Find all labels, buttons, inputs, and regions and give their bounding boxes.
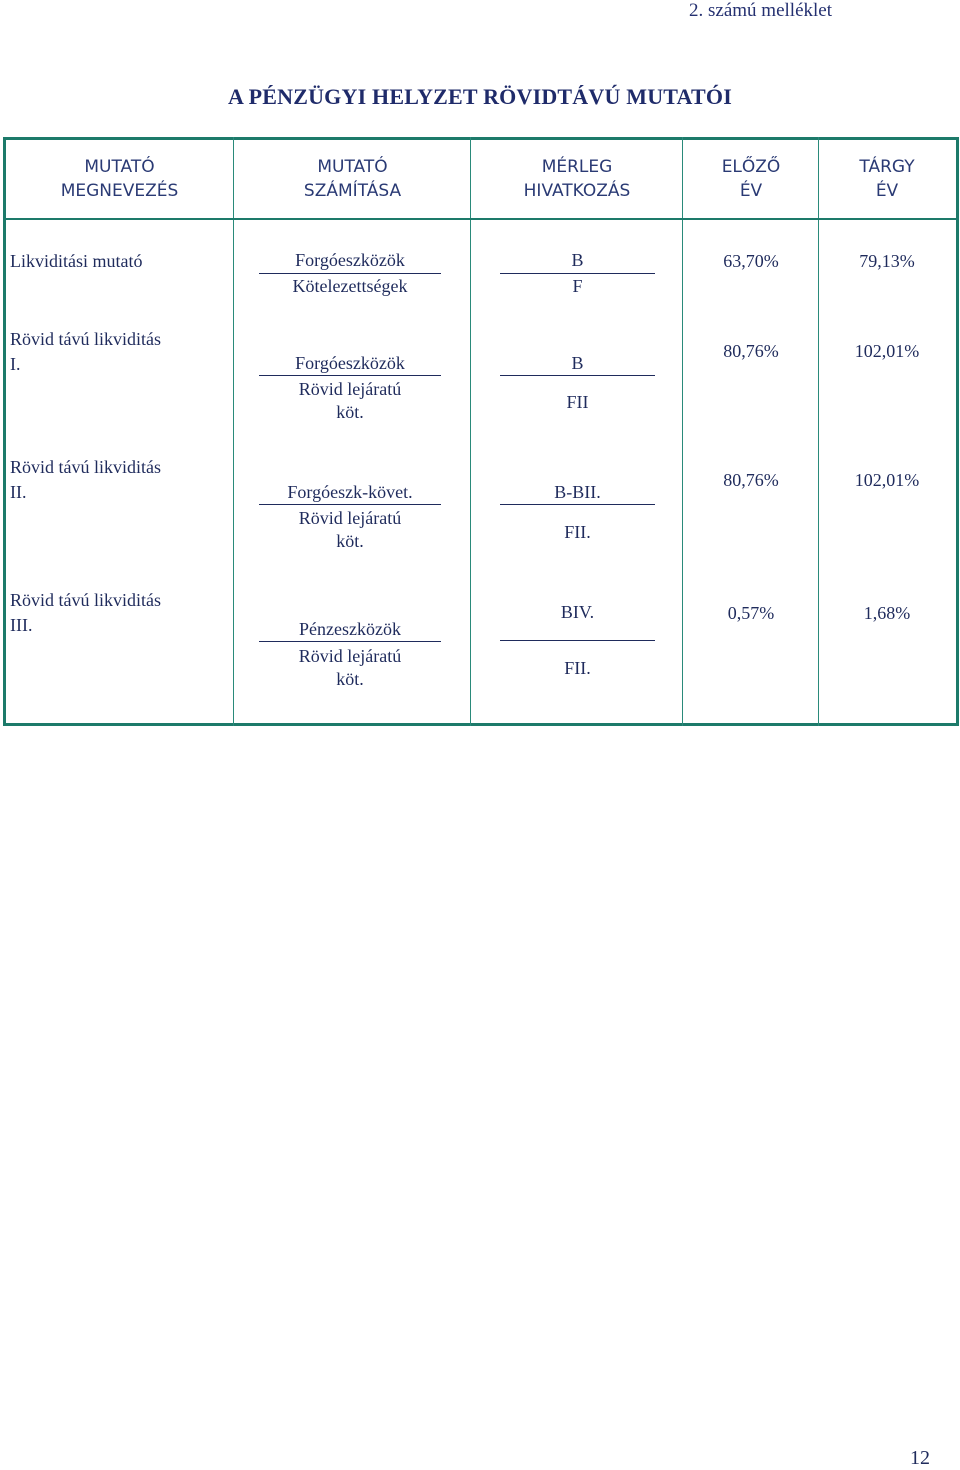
row-short-liquidity-1-calc-numerator: Forgóeszközök — [295, 353, 405, 373]
row-liquidity-calc-denominator: Kötelezettségek — [292, 276, 408, 296]
row-liquidity-name: Likviditási mutató — [10, 251, 143, 271]
fraction-line — [500, 504, 655, 505]
header-current-year: TÁRGY ÉV — [859, 157, 915, 201]
row-liquidity-ref-denominator: F — [572, 276, 583, 296]
row-short-liquidity-2-calc-denominator: Rövid lejáratú köt. — [298, 508, 402, 551]
fraction-line — [500, 640, 655, 641]
row-short-liquidity-1-curr: 102,01% — [854, 341, 920, 361]
header-indicator-name: MUTATÓ MEGNEVEZÉS — [60, 157, 179, 201]
row-short-liquidity-3-ref-denominator: FII. — [564, 658, 591, 678]
header-previous-year: ELŐZŐ ÉV — [721, 157, 781, 201]
row-short-liquidity-2-name: Rövid távú likviditás II. — [10, 457, 161, 502]
fraction-line — [259, 273, 441, 274]
row-short-liquidity-1-calc-denominator: Rövid lejáratú köt. — [298, 379, 402, 422]
row-short-liquidity-1-name: Rövid távú likviditás I. — [10, 329, 161, 374]
row-short-liquidity-2-calc-numerator: Forgóeszk-követ. — [287, 482, 413, 502]
header-indicator-calculation: MUTATÓ SZÁMÍTÁSA — [303, 157, 402, 201]
row-short-liquidity-2-ref-numerator: B-BII. — [554, 482, 601, 502]
row-liquidity-curr: 79,13% — [859, 251, 915, 271]
row-short-liquidity-2-ref-denominator: FII. — [564, 522, 591, 542]
row-liquidity-prev: 63,70% — [723, 251, 779, 271]
fraction-line — [500, 375, 655, 376]
row-liquidity-ref-numerator: B — [571, 250, 584, 270]
row-short-liquidity-2-prev: 80,76% — [723, 470, 779, 490]
row-short-liquidity-1-ref-numerator: B — [571, 353, 584, 373]
row-short-liquidity-1-ref-denominator: FII — [566, 392, 589, 412]
column-divider — [818, 137, 819, 726]
row-short-liquidity-3-calc-denominator: Rövid lejáratú köt. — [298, 646, 402, 689]
row-short-liquidity-3-curr: 1,68% — [863, 603, 911, 623]
row-short-liquidity-1-prev: 80,76% — [723, 341, 779, 361]
page-title: A PÉNZÜGYI HELYZET RÖVIDTÁVÚ MUTATÓI — [228, 84, 732, 109]
fraction-line — [259, 504, 441, 505]
fraction-line — [500, 273, 655, 274]
row-liquidity-calc-numerator: Forgóeszközök — [295, 250, 405, 270]
row-short-liquidity-3-name: Rövid távú likviditás III. — [10, 590, 161, 635]
fraction-line — [259, 375, 441, 376]
page-number: 12 — [910, 1447, 930, 1469]
row-short-liquidity-3-prev: 0,57% — [727, 603, 775, 623]
row-short-liquidity-2-curr: 102,01% — [854, 470, 920, 490]
fraction-line — [259, 641, 441, 642]
annex-label: 2. számú melléklet — [689, 0, 832, 21]
row-short-liquidity-3-ref-numerator: BIV. — [560, 602, 595, 622]
header-divider — [3, 218, 956, 220]
column-divider — [233, 137, 234, 726]
header-balance-reference: MÉRLEG HIVATKOZÁS — [523, 157, 631, 201]
column-divider — [470, 137, 471, 726]
row-short-liquidity-3-calc-numerator: Pénzeszközök — [299, 619, 401, 639]
column-divider — [682, 137, 683, 726]
